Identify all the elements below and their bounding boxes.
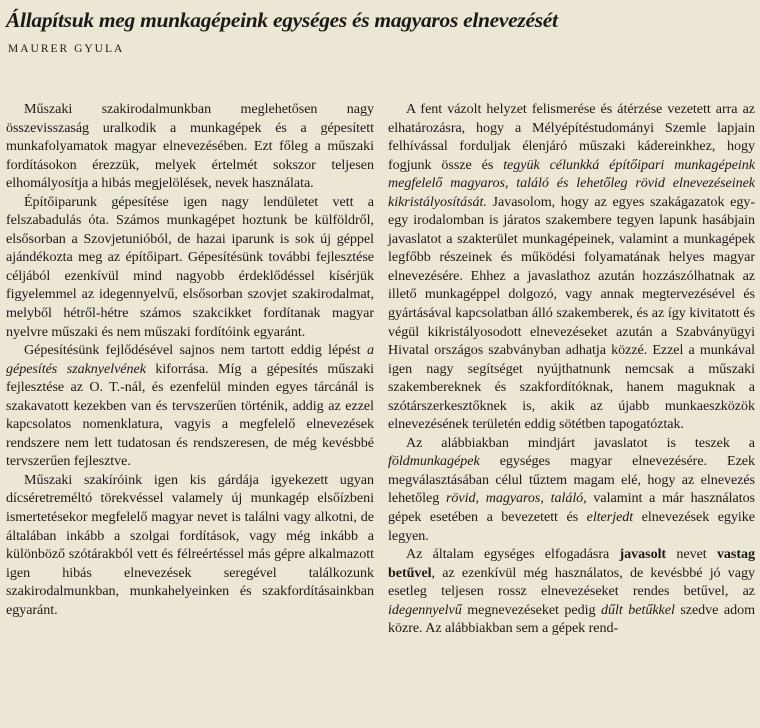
italic-phrase: a gépesítés szaknyelvének [6,342,374,377]
bold-phrase: javasolt [619,546,667,563]
text-run: nevet [666,546,717,563]
paragraph [388,434,755,545]
paragraph [388,545,755,638]
left-column [6,100,374,619]
italic-phrase: dűlt betűkkel [601,601,675,618]
paragraph [388,100,755,434]
paragraph: Műszaki szakirodalmunkban meglehetősen nagy összevisszaság uralkodik a munkagépek és a gépesített munkafolyamatok magyar elnevezésében. Ezt főleg a műszaki fordításokon érezzük, melyek értelmét sokszor teljesen elhomályosítja a hibás megjelölések, nevek használata. [6,101,374,192]
text-run: A fent vázolt helyzet felismerése és átérzése vezetett arra az elhatározásra, hogy a Mélyépítéstudományi Szemle lapjain felhívással forduljak élenjáró műszaki kádereinkhez, hogy fogjunk össze és [388,101,755,173]
text-run: Gépesítésünk fejlődésével sajnos nem tartott eddig lépést [24,342,367,359]
paragraph [6,341,374,471]
text-run: kiforrása. Míg a gépesítés műszaki fejlesztése az O. T.-nál, és ezenfelül minden egyes tárcánál is szakavatott kezekben van és tervszerűen történik, addig az ezzel kapcsolatos nomenklatura, vagyis a megfelelő elnevezések rendszere nem lett tudatosan és rendszeresen, de még kevésbbé tervszerűen fejlesztve. [6,360,374,470]
text-run: Javasolom, hogy az egyes szakágazatok egy-egy irodalomban is járatos szakembere tegyen lapunk hasábjain javaslatot a szakterület munkagépeinek, valamint a munkagépek legfőbb részeinek és működési folyamatának helyes magyar elnevezésére. Ehhez a javaslathoz azután hozzászólhatnak az illető munkagéppel dolgozó, vagy annak megtervezésével és gyártásával kapcsolatban álló szakemberek, és az így kivitatott és végül kikristályosodott elnevezéseket azután a Szabványügyi Hivatal országos szabványban adhatja közzé. Ezzel a munkával igen nagy segítséget nyújthatnunk nemcsak a műszaki szakembereknek és szakfordítóknak, hanem maguknak a szótárszerkesztőknek is, akik az újabb munkaeszközök elnevezésének területén eddig sötétben tapogatóztak. [388,193,755,433]
bold-phrase: vastag betűvel [388,546,756,581]
text-run: Az általam egységes elfogadásra [406,546,620,563]
italic-phrase: elterjedt [586,509,634,526]
text-run: Az alábbiakban mindjárt javaslatot is teszek a [406,434,755,451]
text-run: , az ezenkívül még használatos, de kevésbbé jó vagy esetleg teljesen rossz elnevezéseket rendes betűvel, az [388,564,755,600]
text-run: megnevezéseket pedig [461,601,602,618]
right-column [388,100,755,638]
text-run: valamint a már használatos gépek esetében a bevezetett és [388,490,755,526]
italic-phrase: földmunkagépek [388,453,480,470]
italic-phrase: rövid, magyaros, találó, [445,490,587,507]
text-run: elnevezések egyike legyen. [388,509,755,544]
paragraph: Építőiparunk gépesítése igen nagy lendületet vett a felszabadulás óta. Számos munkagépet hoztunk be külföldről, elsősorban a Szovjetunióból, de hazai iparunk is sok új géppel ajándékozta meg az építőipart. Gépesítésünk további fejlesztése céljából ezenkívül mind nagyobb érdeklődéssel kísérjük figyelemmel az idegennyelvű, elsősorban szovjet szakirodalmat, melyből hétről-hétre számos szakcikket fordítanak magyar nyelvre műszaki és nem műszaki fordítóink egyaránt. [6,193,374,340]
italic-phrase: tegyük célunkká építőipari munkagépeink megfelelő magyaros, találó és lehetőleg rövid elnevezéseinek kikristályosítását. [388,156,755,210]
text-run: egységes magyar elnevezésére. Ezek megválasztásában célul tűztem magam elé, hogy az elnevezés lehetőleg [388,453,755,507]
text-run: szedve adom közre. Az alábbiakban sem a gépek rend- [388,601,756,637]
italic-phrase: idegennyelvű [388,601,462,618]
article-author: MAURER GYULA [8,43,125,55]
article-title: Állapítsuk meg munkagépeink egységes és magyaros elnevezését [6,8,558,32]
paragraph: Műszaki szakíróink igen kis gárdája igyekezett ugyan dícséretreméltó törekvéssel valamely új munkagép elsőízbeni ismertetésekor megfelelő magyar nevet is találni vagy alkotni, de általában inkább a szolgai fordítások, vagy még inkább a különböző szótárakból vett és félreértéssel más gépre alkalmazott igen hibás elnevezések seregével találkozunk szakirodalmunkban, munkahelyeinken és szakfordításainkban egyaránt. [6,471,374,618]
